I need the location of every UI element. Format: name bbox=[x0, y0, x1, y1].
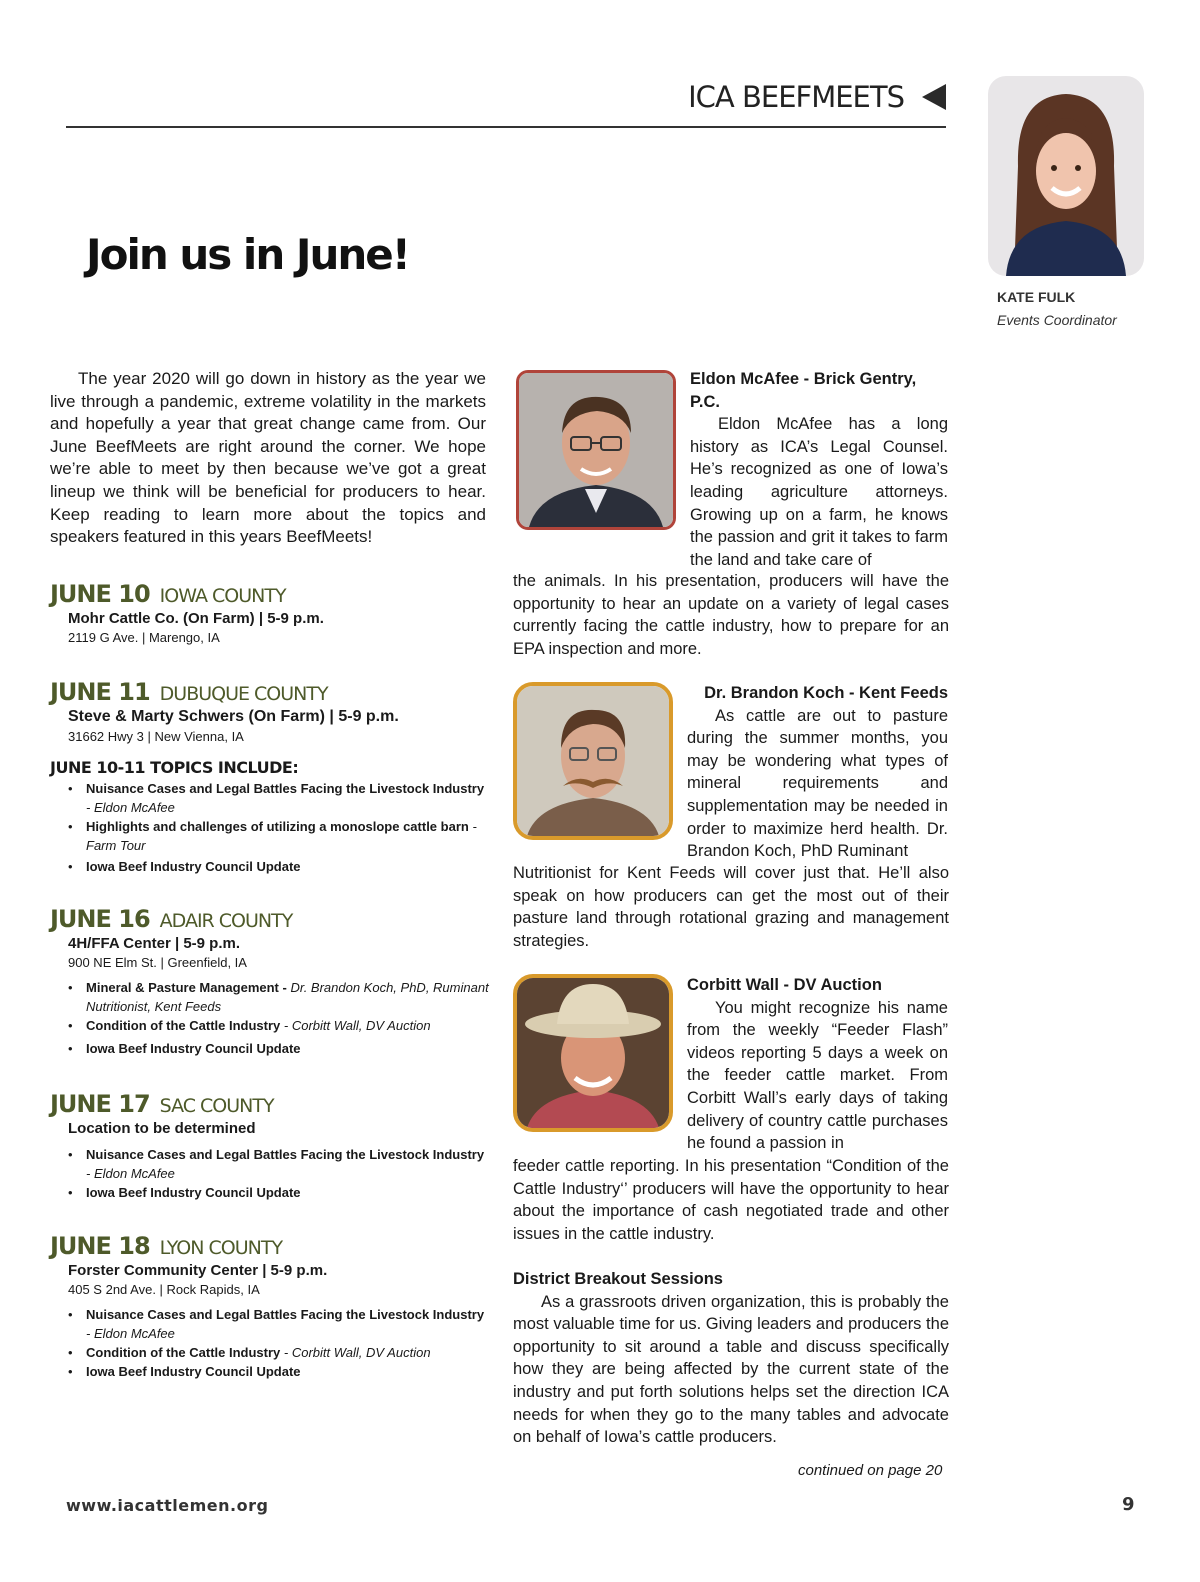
event-date: JUNE 17 bbox=[50, 1090, 150, 1118]
event-address: 405 S 2nd Ave. | Rock Rapids, IA bbox=[68, 1282, 260, 1297]
page-number: 9 bbox=[1122, 1494, 1135, 1515]
event-venue: 4H/FFA Center | 5-9 p.m. bbox=[68, 935, 241, 952]
event-june-16 bbox=[50, 905, 490, 1058]
speaker-photo-eldon-mcafee bbox=[516, 370, 676, 530]
breakout-body: As a grassroots driven organization, this is probably the most valuable time for us. Giving leaders and producers the opportunity to sit around a table and discuss specifically how they are being affected by the current state of the industry and put forth solutions helps set the direction ICA needs for when they go to the many tables and advocate on behalf of Iowa’s cattle producers. bbox=[513, 1292, 949, 1447]
topic-list bbox=[50, 779, 490, 876]
speaker-brandon-koch-side bbox=[687, 682, 948, 863]
speaker-bio-continued: Nutritionist for Kent Feeds will cover just that. He’ll also speak on how producers can get the most out of their pasture land through rotational grazing and management strategies. bbox=[513, 864, 949, 950]
event-june-10 bbox=[50, 580, 490, 645]
speaker-bio-continued: the animals. In his presentation, producers will have the opportunity to hear an update on a variety of legal cases currently facing the cattle industry, how to prepare for an EPA inspection and more. bbox=[513, 572, 949, 658]
header-rule bbox=[66, 126, 946, 128]
topic-item: • Condition of the Cattle Industry - Corbitt Wall, DV Auction bbox=[68, 1016, 490, 1035]
speaker-title: Dr. Brandon Koch - Kent Feeds bbox=[704, 684, 948, 702]
triangle-marker-icon bbox=[922, 84, 946, 110]
event-date: JUNE 18 bbox=[50, 1232, 150, 1260]
headline: Join us in June! bbox=[86, 230, 409, 279]
event-venue: Mohr Cattle Co. (On Farm) | 5-9 p.m. bbox=[68, 610, 324, 627]
event-address: 31662 Hwy 3 | New Vienna, IA bbox=[68, 729, 244, 744]
speaker-bio-start: As cattle are out to pasture during the summer months, you may be wondering what types of mineral requirements and supplementation may be needed in order to maximize herd health. Dr. Brandon Koch, PhD Ruminant bbox=[687, 706, 948, 861]
topic-item: • Nuisance Cases and Legal Battles Facing the Livestock Industry - Eldon McAfee bbox=[68, 779, 490, 817]
speaker-corbitt-wall-side bbox=[687, 974, 948, 1155]
topic-list bbox=[50, 1305, 490, 1381]
speaker-photo-corbitt-wall bbox=[513, 974, 673, 1132]
topic-list bbox=[50, 1145, 490, 1202]
event-june-18 bbox=[50, 1232, 490, 1381]
event-county: SAC COUNTY bbox=[159, 1095, 274, 1117]
coordinator-title: Events Coordinator bbox=[997, 312, 1117, 328]
event-county: LYON COUNTY bbox=[159, 1237, 283, 1259]
breakout-section bbox=[513, 1268, 949, 1449]
footer-url[interactable]: www.iacattlemen.org bbox=[66, 1496, 269, 1515]
event-address: 900 NE Elm St. | Greenfield, IA bbox=[68, 955, 247, 970]
topic-item: • Condition of the Cattle Industry - Corbitt Wall, DV Auction bbox=[68, 1343, 490, 1362]
breakout-title: District Breakout Sessions bbox=[513, 1270, 723, 1288]
continued-note: continued on page 20 bbox=[798, 1462, 943, 1479]
event-address: 2119 G Ave. | Marengo, IA bbox=[68, 630, 220, 645]
section-title: ICA BEEFMEETS bbox=[688, 80, 904, 114]
topic-item: • Nuisance Cases and Legal Battles Facing the Livestock Industry - Eldon McAfee bbox=[68, 1145, 490, 1183]
topics-heading: JUNE 10-11 TOPICS INCLUDE: bbox=[50, 758, 299, 777]
topic-item: • Iowa Beef Industry Council Update bbox=[68, 1039, 490, 1058]
event-date: JUNE 16 bbox=[50, 905, 150, 933]
event-county: DUBUQUE COUNTY bbox=[159, 683, 328, 705]
event-venue: Location to be determined bbox=[68, 1120, 256, 1137]
coordinator-photo bbox=[988, 76, 1144, 276]
topic-item: • Iowa Beef Industry Council Update bbox=[68, 1362, 490, 1381]
coordinator-name: KATE FULK bbox=[997, 289, 1076, 305]
speaker-bio-start: You might recognize his name from the weekly “Feeder Flash” videos reporting 5 days a week on the feeder cattle market. From Corbitt Wall’s early days of taking delivery of country cattle purchases he found a passion in bbox=[687, 998, 948, 1153]
speaker-eldon-mcafee-side bbox=[690, 368, 948, 571]
intro-paragraph: The year 2020 will go down in history as the year we live through a pandemic, extreme volatility in the markets and hopefully a year that great change came from. Our June BeefMeets are right around the corner. We hope we’re able to meet by then because we’ve got a great lineup we think will be beneficial for producers to hear. Keep reading to learn more about the topics and speakers featured in this years BeefMeets! bbox=[50, 369, 486, 547]
topic-item: • Nuisance Cases and Legal Battles Facing the Livestock Industry - Eldon McAfee bbox=[68, 1305, 490, 1343]
topic-list bbox=[50, 978, 490, 1058]
event-date: JUNE 10 bbox=[50, 580, 150, 608]
topic-item: • Mineral & Pasture Management - Dr. Brandon Koch, PhD, Ruminant Nutritionist, Kent Feeds bbox=[68, 978, 490, 1016]
event-county: ADAIR COUNTY bbox=[159, 910, 293, 932]
speaker-photo-brandon-koch bbox=[513, 682, 673, 840]
event-county: IOWA COUNTY bbox=[159, 585, 286, 607]
speaker-title: Eldon McAfee - Brick Gentry, P.C. bbox=[690, 370, 917, 411]
speaker-bio-continued: feeder cattle reporting. In his presentation “Condition of the Cattle Industry‘’ producers will have the opportunity to hear about the importance of cash negotiated trade and other issues in the cattle industry. bbox=[513, 1157, 949, 1243]
event-june-17 bbox=[50, 1090, 490, 1202]
speaker-bio-start: Eldon McAfee has a long history as ICA’s Legal Counsel. He’s recognized as one of Iowa’s leading agriculture attorneys. Growing up on a farm, he knows the passion and grit it takes to farm the land and take care of bbox=[690, 415, 948, 569]
event-date: JUNE 11 bbox=[50, 678, 150, 706]
event-venue: Forster Community Center | 5-9 p.m. bbox=[68, 1262, 328, 1279]
event-venue: Steve & Marty Schwers (On Farm) | 5-9 p.m. bbox=[68, 708, 399, 725]
topic-item: • Iowa Beef Industry Council Update bbox=[68, 1183, 490, 1202]
topic-item: • Highlights and challenges of utilizing a monoslope cattle barn - Farm Tour bbox=[68, 817, 490, 855]
event-june-11 bbox=[50, 678, 490, 876]
speaker-title: Corbitt Wall - DV Auction bbox=[687, 976, 882, 994]
topic-item: • Iowa Beef Industry Council Update bbox=[68, 857, 490, 876]
